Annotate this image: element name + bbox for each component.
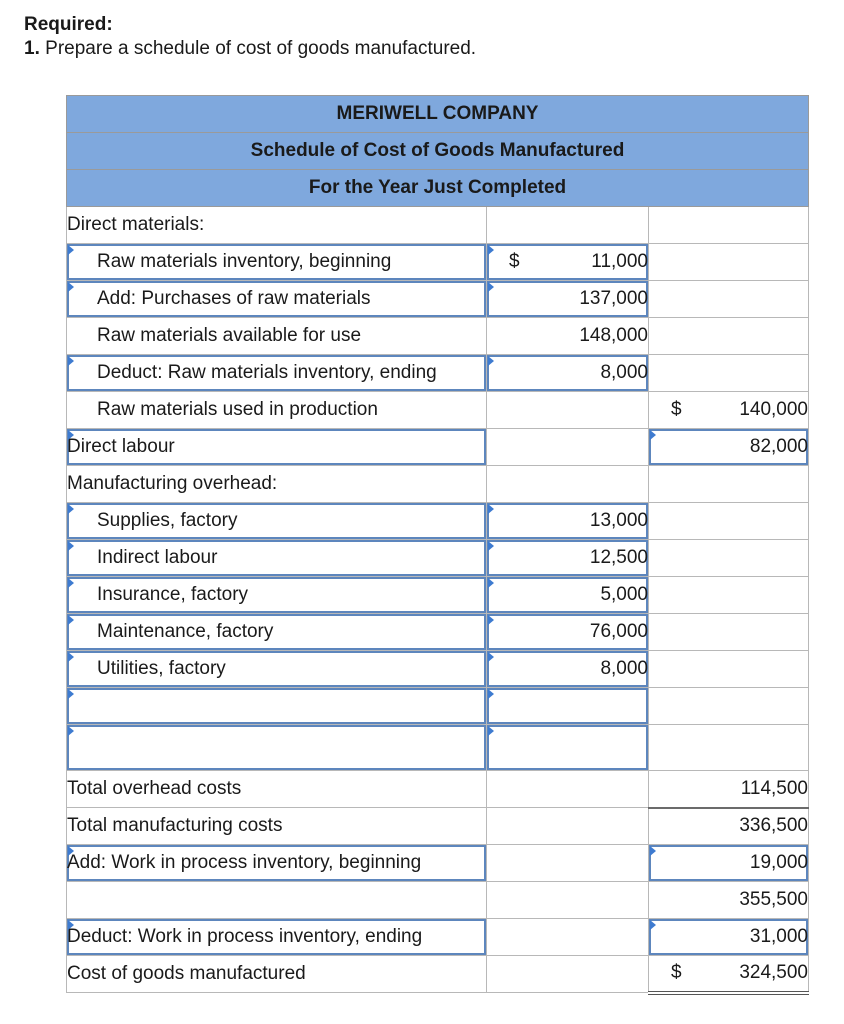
- row-insurance: [67, 577, 809, 614]
- total-cogm: $ 324,500: [649, 956, 809, 993]
- empty-cell: [487, 466, 649, 503]
- total-mfg: 336,500: [649, 808, 809, 845]
- empty-cell: [649, 281, 809, 318]
- empty-cell: [487, 919, 649, 956]
- empty-cell: [487, 882, 649, 919]
- row-available: [67, 318, 809, 355]
- empty-cell: [649, 688, 809, 725]
- empty-cell: [649, 355, 809, 392]
- amount-maintenance[interactable]: 76,000: [487, 614, 649, 651]
- amount-rm-end[interactable]: 8,000: [487, 355, 649, 392]
- empty-cell: [649, 503, 809, 540]
- row-supplies: [67, 503, 809, 540]
- empty-cell: [487, 429, 649, 466]
- amount-available: 148,000: [487, 318, 649, 355]
- label-maintenance[interactable]: Maintenance, factory: [67, 614, 487, 651]
- subtotal: 355,500: [649, 882, 809, 919]
- row-purchases: [67, 281, 809, 318]
- company-name: MERIWELL COMPANY: [67, 96, 809, 133]
- label-purchases[interactable]: Add: Purchases of raw materials: [67, 281, 487, 318]
- row-rm-end: [67, 355, 809, 392]
- empty-cell: [649, 577, 809, 614]
- label-utilities[interactable]: Utilities, factory: [67, 651, 487, 688]
- amount-indirect-labour[interactable]: 12,500: [487, 540, 649, 577]
- empty-cell: [487, 392, 649, 429]
- blank-label-field[interactable]: [67, 688, 487, 725]
- row-rm-used: [67, 392, 809, 429]
- row-direct-materials: [67, 207, 809, 244]
- empty-cell: [649, 540, 809, 577]
- row-cogm: [67, 956, 809, 993]
- row-direct-labour: [67, 429, 809, 466]
- row-subtotal: [67, 882, 809, 919]
- step-text: Prepare a schedule of cost of goods manufactured.: [45, 38, 477, 59]
- label-rm-begin[interactable]: Raw materials inventory, beginning: [67, 244, 487, 281]
- label-overhead: Manufacturing overhead:: [67, 466, 487, 503]
- label-cogm: Cost of goods manufactured: [67, 956, 487, 993]
- step-number: 1.: [24, 38, 40, 59]
- row-maintenance: [67, 614, 809, 651]
- required-heading: Required:: [24, 14, 113, 35]
- blank-amount-field[interactable]: [487, 688, 649, 725]
- empty-cell: [487, 771, 649, 808]
- label-supplies[interactable]: Supplies, factory: [67, 503, 487, 540]
- label-direct-materials: Direct materials:: [67, 207, 487, 244]
- row-blank-2: [67, 725, 809, 771]
- empty-cell: [487, 845, 649, 882]
- row-indirect-labour: [67, 540, 809, 577]
- label-wip-end[interactable]: Deduct: Work in process inventory, ending: [67, 919, 487, 956]
- empty-cell: [649, 318, 809, 355]
- label-available: Raw materials available for use: [67, 318, 487, 355]
- label-insurance[interactable]: Insurance, factory: [67, 577, 487, 614]
- amount-purchases[interactable]: 137,000: [487, 281, 649, 318]
- row-wip-end: [67, 919, 809, 956]
- label-indirect-labour[interactable]: Indirect labour: [67, 540, 487, 577]
- instruction: [24, 38, 476, 60]
- amount-supplies[interactable]: 13,000: [487, 503, 649, 540]
- empty-cell: [487, 207, 649, 244]
- label-rm-end[interactable]: Deduct: Raw materials inventory, ending: [67, 355, 487, 392]
- row-total-overhead: [67, 771, 809, 808]
- row-rm-begin: [67, 244, 809, 281]
- total-wip-end[interactable]: 31,000: [649, 919, 809, 956]
- label-subtotal: [67, 882, 487, 919]
- currency-sign: $: [509, 251, 520, 272]
- currency-sign: $: [671, 399, 682, 420]
- empty-cell: [649, 614, 809, 651]
- label-total-overhead: Total overhead costs: [67, 771, 487, 808]
- amount-utilities[interactable]: 8,000: [487, 651, 649, 688]
- schedule-period: For the Year Just Completed: [67, 170, 809, 207]
- row-blank-1: [67, 688, 809, 725]
- schedule-title: Schedule of Cost of Goods Manufactured: [67, 133, 809, 170]
- label-rm-used: Raw materials used in production: [67, 392, 487, 429]
- total-overhead: 114,500: [649, 771, 809, 808]
- empty-cell: [649, 725, 809, 771]
- currency-sign: $: [671, 962, 682, 984]
- empty-cell: [487, 956, 649, 993]
- row-utilities: [67, 651, 809, 688]
- total-rm-used: $ 140,000: [649, 392, 809, 429]
- amount-rm-begin[interactable]: $ 11,000: [487, 244, 649, 281]
- label-direct-labour[interactable]: Direct labour: [67, 429, 487, 466]
- label-total-mfg: Total manufacturing costs: [67, 808, 487, 845]
- total-wip-begin[interactable]: 19,000: [649, 845, 809, 882]
- row-wip-begin: [67, 845, 809, 882]
- empty-cell: [649, 651, 809, 688]
- row-overhead: [67, 466, 809, 503]
- row-total-mfg: [67, 808, 809, 845]
- label-wip-begin[interactable]: Add: Work in process inventory, beginning: [67, 845, 487, 882]
- blank-label-field[interactable]: [67, 725, 487, 771]
- empty-cell: [487, 808, 649, 845]
- empty-cell: [649, 244, 809, 281]
- total-direct-labour[interactable]: 82,000: [649, 429, 809, 466]
- empty-cell: [649, 207, 809, 244]
- empty-cell: [649, 466, 809, 503]
- amount-insurance[interactable]: 5,000: [487, 577, 649, 614]
- cogm-schedule: [66, 95, 809, 995]
- blank-amount-field[interactable]: [487, 725, 649, 771]
